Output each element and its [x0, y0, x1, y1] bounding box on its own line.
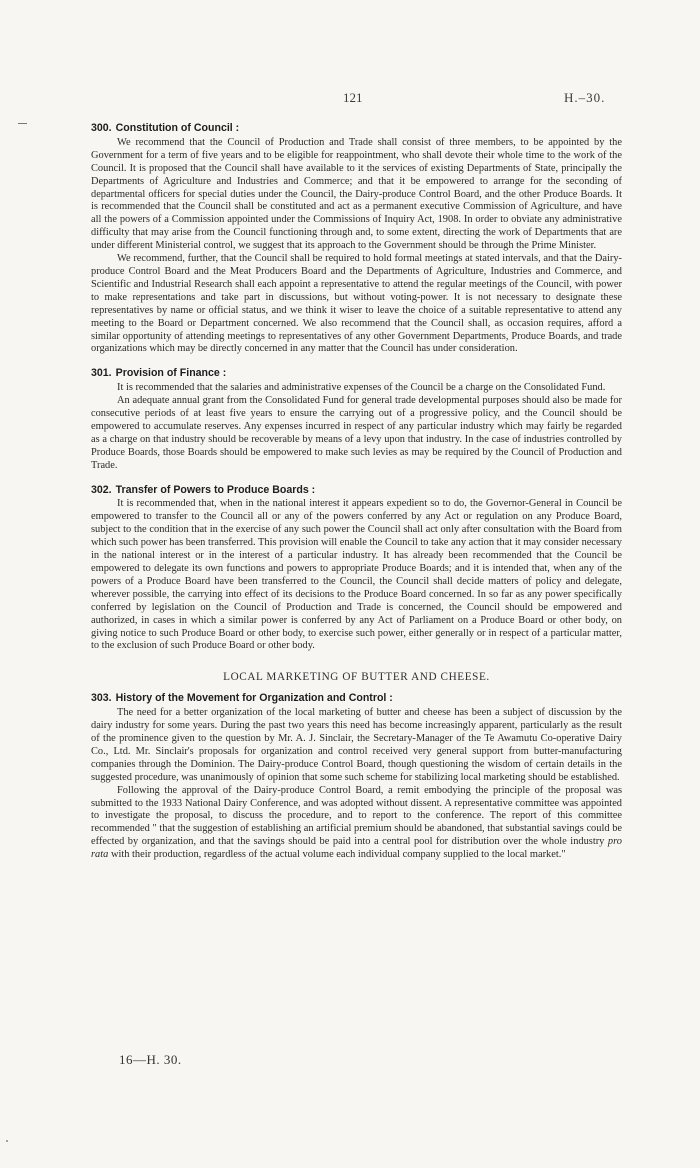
paragraph: We recommend that the Council of Production and Trade shall consist of three members, to be appointed by the Government for a term of five years and to be eligible for reappointment, who shall devote their whole time to the work of the Council. It is proposed that the Council shall have available to it the services of existing Departments of State, principally the Departments of Agriculture and Industries and Commerce; and that it be empowered to arrange for the seconding of departmental officers for special duties under the Council, the Dairy-produce Control Board, and the other Produce Boards. It is recommended that the Council shall be constituted and act as a permanent executive Commission of Agriculture, and have all the powers of a Commission appointed under the Commissions of Inquiry Act, 1908. In order to obviate any administrative difficulty that may arise from the Council functioning through and, to some extent, directing the work of Departments that are under different Ministerial control, we suggest that its approach to the Government should be through the Prime Minister. [91, 136, 622, 252]
page-number: 121 [343, 90, 363, 105]
section-number: 300. [91, 122, 112, 134]
italic-phrase: pro rata [91, 836, 622, 861]
section-title: History of the Movement for Organization and Control : [115, 692, 393, 705]
paragraph: An adequate annual grant from the Consolidated Fund for general trade developmental purposes should also be made for consecutive periods of at least five years to ensure the carrying out of a progressive policy, and the Council should be empowered to accumulate reserves. Any expenses incurred in respect of any particular industry which may fairly be regarded as a charge on that industry should be recoverable by means of a levy upon that industry. In the case of industries controlled by Produce Boards, those Boards should be empowered to make such levies as may be required by the Council of Production and Trade. [91, 395, 622, 471]
section-title: Constitution of Council : [115, 122, 240, 134]
signature-reference: 16—H. 30. [119, 1052, 182, 1067]
section-title: Provision of Finance : [115, 367, 227, 380]
paragraph-part: Following the approval of the Dairy-produce Control Board, a remit embodying the principle of the proposal was submitted to the 1933 National Dairy Conference, and was adopted without dissent. A representative committee was appointed to investigate the proposal, to discuss the procedure, and to report to the conference. The report of this committee recommended " that the suggestion of establishing an artificial premium should be abandoned, that substantial savings could be effected by organization, and that the savings should be paid into a central pool for distribution over the whole industry [91, 784, 622, 848]
paragraph: We recommend, further, that the Council shall be required to hold formal meetings at stated intervals, and that the Dairy-produce Control Board and the Meat Producers Board and the Departments of Agriculture, Industries and Commerce, and Scientific and Industrial Research shall each appoint a representative to attend the regular meetings of the Council, with power to make representations and take part in discussions, but without voting-power. It is not necessary to designate these representatives by name or official status, and we think it wiser to leave the choice of a suitable representative to attend any meeting to the Board or Department concerned. We also recommend that the Council shall, as occasion requires, afford a similar opportunity of attending meetings to representatives of any other Government Departments, Produce Boards, and trade organizations which may be directly concerned in any matter that the Council has under consideration. [91, 253, 622, 355]
paragraph [91, 785, 622, 862]
section-number: 301. [91, 367, 112, 380]
document-reference: H.–30. [564, 90, 606, 105]
body-text [91, 122, 622, 862]
section-heading-300 [91, 122, 622, 135]
center-heading: LOCAL MARKETING OF BUTTER AND CHEESE. [223, 671, 490, 684]
paragraph-part: with their production, regardless of the actual volume each individual company supplied to the local market." [110, 849, 566, 861]
section-number: 303. [91, 692, 112, 705]
paragraph: It is recommended that, when in the national interest it appears expedient so to do, the Governor-General in Council be empowered to transfer to the Council all or any of the powers conferred by any Act or regulation on any Produce Board, subject to the condition that in the exercise of any such power the Council shall act only after consultation with the Board from which such power has been transferred. This provision will enable the Council to take any action that it may consider necessary in the national interest or in the interest of a particular industry. It has already been recommended that the Council be empowered to delegate its own functions and powers to appropriate Produce Boards; and it is intended that, when any of the powers of a Produce Board have been transferred to the Council, the Council shall decide matters of policy and delegate, wherever possible, the carrying into effect of its decisions to the Produce Board concerned. In so far as any power specifically conferred by legislation on the Council of Production and Trade is concerned, the Council should be empowered and authorized, in cases in which a similar power is conferred by any Act of Parliament on a Produce Board or other body, on giving notice to such Produce Board or other body, to exercise such power, either generally or in respect of a particular matter, to the exclusion of such Produce Board or other body. [91, 498, 622, 652]
section-heading-303 [91, 692, 622, 705]
section-heading-301 [91, 367, 622, 380]
page-header [0, 90, 700, 110]
scan-speck [6, 1140, 8, 1142]
margin-mark [18, 123, 27, 124]
section-heading-302 [91, 484, 622, 497]
paragraph: The need for a better organization of the local marketing of butter and cheese has been a subject of discussion by the dairy industry for some years. During the past two years this need has become increasingly apparent, particularly as the result of the prominence given to the question by Mr. A. J. Sinclair, the Secretary-Manager of the Te Awamutu Co-operative Dairy Co., Ltd. Mr. Sinclair's proposals for organization and control received very general support from butter-manufacturing companies through the Dominion. The Dairy-produce Control Board, though questioning the wisdom of certain details in the suggested procedure, was unanimously of opinion that some such scheme for stabilizing local marketing should be established. [91, 707, 622, 783]
paragraph: It is recommended that the salaries and administrative expenses of the Council be a charge on the Consolidated Fund. [117, 382, 606, 394]
section-title: Transfer of Powers to Produce Boards : [115, 483, 316, 496]
section-number: 302. [91, 483, 112, 496]
